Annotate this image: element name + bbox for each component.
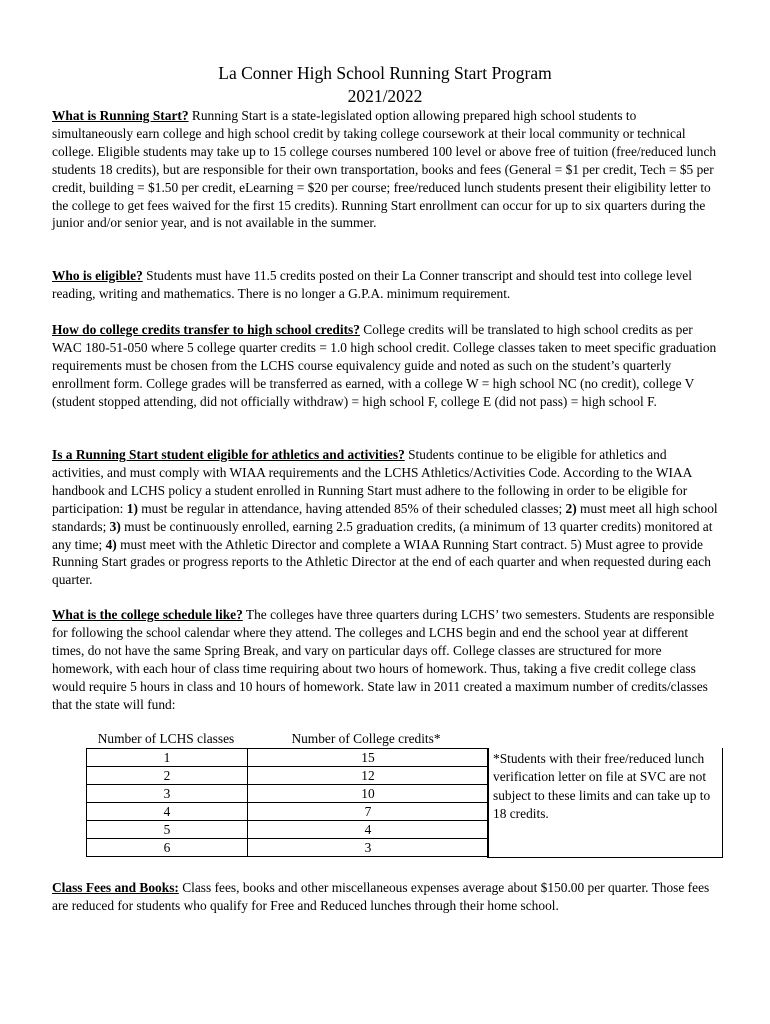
requirement-number: 2) xyxy=(565,500,577,516)
table-note: *Students with their free/reduced lunch verification letter on file at SVC are not subject to these limits and can take up to 18 credits. xyxy=(493,751,711,822)
table-cell: 2 xyxy=(87,767,248,785)
section-college-schedule xyxy=(52,606,718,713)
section-heading: What is the college schedule like? xyxy=(52,607,243,622)
table-row xyxy=(87,767,489,785)
table-cell: 12 xyxy=(248,767,489,785)
section-body-part: must be regular in attendance, having attended 85% of their scheduled classes; xyxy=(137,500,566,516)
table-row xyxy=(87,839,489,857)
section-credit-transfer xyxy=(52,321,718,411)
section-class-fees xyxy=(52,879,718,915)
table-cell: 10 xyxy=(248,785,489,803)
table-row xyxy=(87,785,489,803)
table-cell: 15 xyxy=(248,749,489,767)
section-body-part: Students continue to be eligible for athletics and activities, and must comply with WIAA requirements and the LCHS Athletics/Activities Code. According to the WIAA handbook and LCHS policy a student enrolled in Running Start must adhere to the following in order to be eligible for participation: xyxy=(52,447,692,516)
table-row xyxy=(87,821,489,839)
table-header-lchs-classes: Number of LCHS classes xyxy=(97,731,235,746)
table-cell: 3 xyxy=(87,785,248,803)
section-athletics-eligibility xyxy=(52,446,718,589)
requirement-number: 4) xyxy=(105,536,117,552)
section-body-part: must meet with the Athletic Director and complete a WIAA Running Start contract. 5) Must agree to provide Running Start grades or progress reports to the Athletic Director at the end of each quarter and when requested during each quarter. xyxy=(52,536,711,588)
section-body: The colleges have three quarters during LCHS’ two semesters. Students are responsible for following the school calendar where they attend. The colleges and LCHS begin and end the school year at different times, do not have the same Spring Break, and vary on particular days off. College classes are structured for more homework, with each hour of class time requiring about two hours of homework. Thus, taking a five credit college class would require 5 hours in class and 10 hours of homework. State law in 2011 created a maximum number of credits/classes that the state will fund: xyxy=(52,607,715,712)
section-body-part: must be continuously enrolled, earning 2.5 graduation credits, (a minimum of 13 quarter credits) monitored at any time; xyxy=(52,518,713,552)
section-body: Running Start is a state-legislated option allowing prepared high school students to simultaneously earn college and high school credit by taking college coursework at their local community or technical college. Eligible students may take up to 15 college courses numbered 100 level or above free of tuition (free/reduced lunch students 18 credits), but are responsible for their own transportation, books and fees (General = $1 per credit, Tech = $5 per credit, building = $1.50 per credit, eLearning = $20 per course; free/reduced lunch students present their eligibility letter to the college to get fees waived for the first 15 credits). Running Start enrollment can occur for up to six quarters during the junior and/or senior year, and is not available in the summer. xyxy=(52,108,717,231)
section-heading: How do college credits transfer to high school credits? xyxy=(52,322,360,337)
section-what-is-running-start xyxy=(52,107,718,232)
table-cell: 4 xyxy=(248,821,489,839)
table-cell: 6 xyxy=(87,839,248,857)
section-heading: Is a Running Start student eligible for athletics and activities? xyxy=(52,447,405,462)
section-body: Class fees, books and other miscellaneous expenses average about $150.00 per quarter. Those fees are reduced for students who qualify for Free and Reduced lunches through their home school. xyxy=(52,880,710,913)
requirement-number: 1) xyxy=(126,500,138,516)
table-row xyxy=(87,803,489,821)
table-cell: 4 xyxy=(87,803,248,821)
table-header-college-credits: Number of College credits* xyxy=(291,731,441,746)
section-who-is-eligible xyxy=(52,267,718,303)
section-heading: Who is eligible? xyxy=(52,268,143,283)
section-heading: Class Fees and Books: xyxy=(52,880,179,895)
document-title: La Conner High School Running Start Program xyxy=(218,63,552,83)
table-row xyxy=(87,749,489,767)
section-body-part: must meet all high school standards; xyxy=(52,500,718,534)
section-body: College credits will be translated to high school credits as per WAC 180-51-050 where 5 college quarter credits = 1.0 high school credit. College classes taken to meet specific graduation requirements must be chosen from the LCHS course equivalency guide and noted as such on the student’s quarterly enrollment form. College grades will be transferred as earned, with a college W = high school NC (no credit), college V (student stopped attending, did not officially withdraw) = high school F, college E (did not pass) = high school F. xyxy=(52,322,717,409)
table-cell: 3 xyxy=(248,839,489,857)
table-cell: 1 xyxy=(87,749,248,767)
table-cell: 7 xyxy=(248,803,489,821)
requirement-number: 3) xyxy=(109,518,121,534)
credits-table xyxy=(86,748,489,857)
table-cell: 5 xyxy=(87,821,248,839)
document-year: 2021/2022 xyxy=(347,86,423,106)
section-heading: What is Running Start? xyxy=(52,108,189,123)
section-body: Students must have 11.5 credits posted on their La Conner transcript and should test into college level reading, writing and mathematics. There is no longer a G.P.A. minimum requirement. xyxy=(52,268,692,301)
